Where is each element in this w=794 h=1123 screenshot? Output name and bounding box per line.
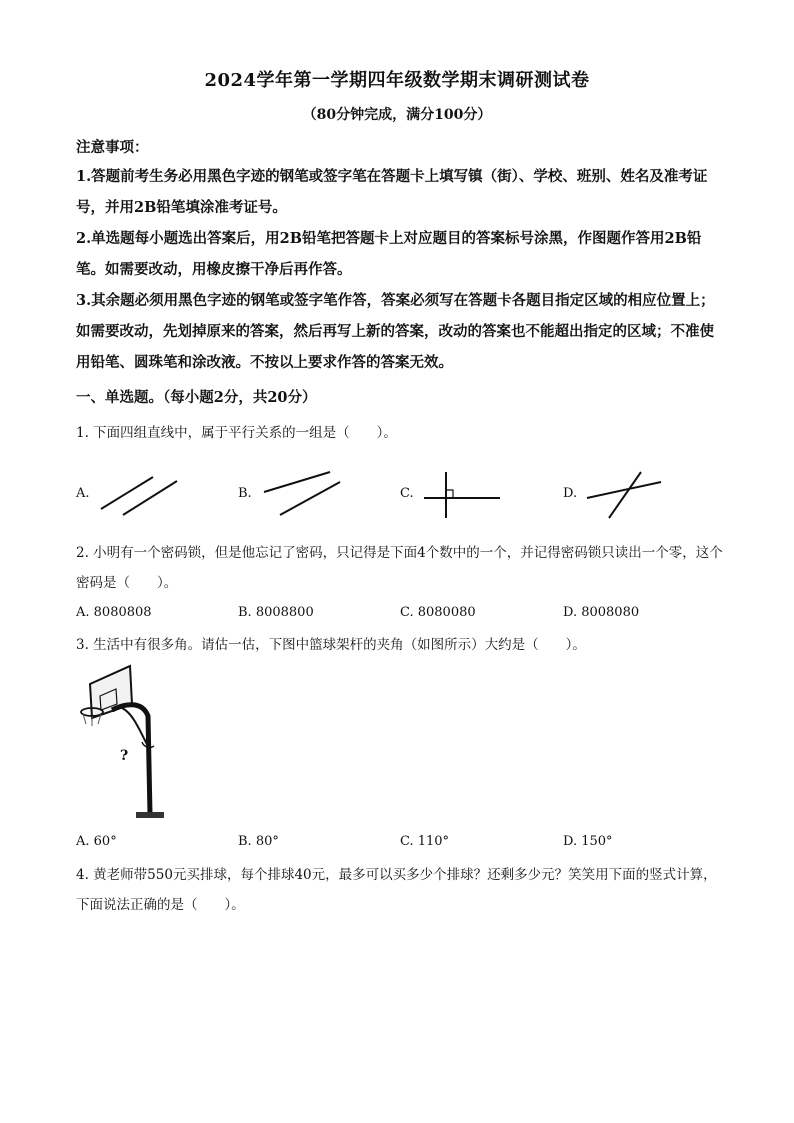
notice-item-2: 2.单选题每小题选出答案后，用2B铅笔把答题卡上对应题目的答案标号涂黑，作图题作答用2B铅笔。如需要改动，用橡皮擦干净后再作答。 <box>76 230 702 278</box>
q2-option-d[interactable]: D. 8008080 <box>563 605 640 620</box>
notice-item-1: 1.答题前考生务必用黑色字迹的钢笔或签字笔在答题卡上填写镇（街）、学校、班别、姓名及准考证号，并用2B铅笔填涂准考证号。 <box>76 168 708 216</box>
notice-item-3: 3.其余题必须用黑色字迹的钢笔或签字笔作答，答案必须写在答题卡各题目指定区域的相应位置上；如需要改动，先划掉原来的答案，然后再写上新的答案，改动的答案也不能超出指定的区域；不准使用铅笔、圆珠笔和涂改液。不按以上要求作答的答案无效。 <box>76 292 715 371</box>
basketball-hoop-figure <box>76 664 168 824</box>
question-4-stem: 4. 黄老师带550元买排球，每个排球40元，最多可以买多少个排球？还剩多少元？笑笑用下面的竖式计算，下面说法正确的是（ ）。 <box>76 867 717 913</box>
page-title: 2024学年第一学期四年级数学期末调研测试卷 <box>204 70 590 91</box>
q2-option-b[interactable]: B. 8008800 <box>238 605 314 620</box>
q2-option-a[interactable]: A. 8080808 <box>76 605 152 620</box>
q3-option-c[interactable]: C. 110° <box>400 834 450 849</box>
q1-option-d[interactable]: D. <box>563 486 578 501</box>
question-3-stem: 3. 生活中有很多角。请估一估，下图中篮球架杆的夹角（如图所示）大约是（ ）。 <box>76 637 586 653</box>
q1-option-a[interactable]: A. <box>76 486 90 501</box>
q3-option-b[interactable]: B. 80° <box>238 834 279 849</box>
q1-figure-c <box>420 470 505 520</box>
section-heading: 一、单选题。（每小题2分，共20分） <box>76 389 317 406</box>
page-subtitle: （80分钟完成，满分100分） <box>302 107 492 123</box>
angle-question-mark: ? <box>120 748 129 764</box>
q3-option-a[interactable]: A. 60° <box>76 834 117 849</box>
q1-figure-a <box>95 475 185 520</box>
q1-option-b[interactable]: B. <box>238 486 252 501</box>
notice-heading: 注意事项： <box>76 139 149 156</box>
question-1-stem: 1. 下面四组直线中，属于平行关系的一组是（ ）。 <box>76 425 397 441</box>
q3-option-d[interactable]: D. 150° <box>563 834 613 849</box>
q1-figure-b <box>258 470 348 520</box>
q1-figure-d <box>583 470 673 520</box>
q2-option-c[interactable]: C. 8080080 <box>400 605 476 620</box>
q1-option-c[interactable]: C. <box>400 486 414 501</box>
question-2-stem: 2. 小明有一个密码锁，但是他忘记了密码，只记得是下面4个数中的一个，并记得密码锁只读出一个零，这个密码是（ ）。 <box>76 545 723 591</box>
